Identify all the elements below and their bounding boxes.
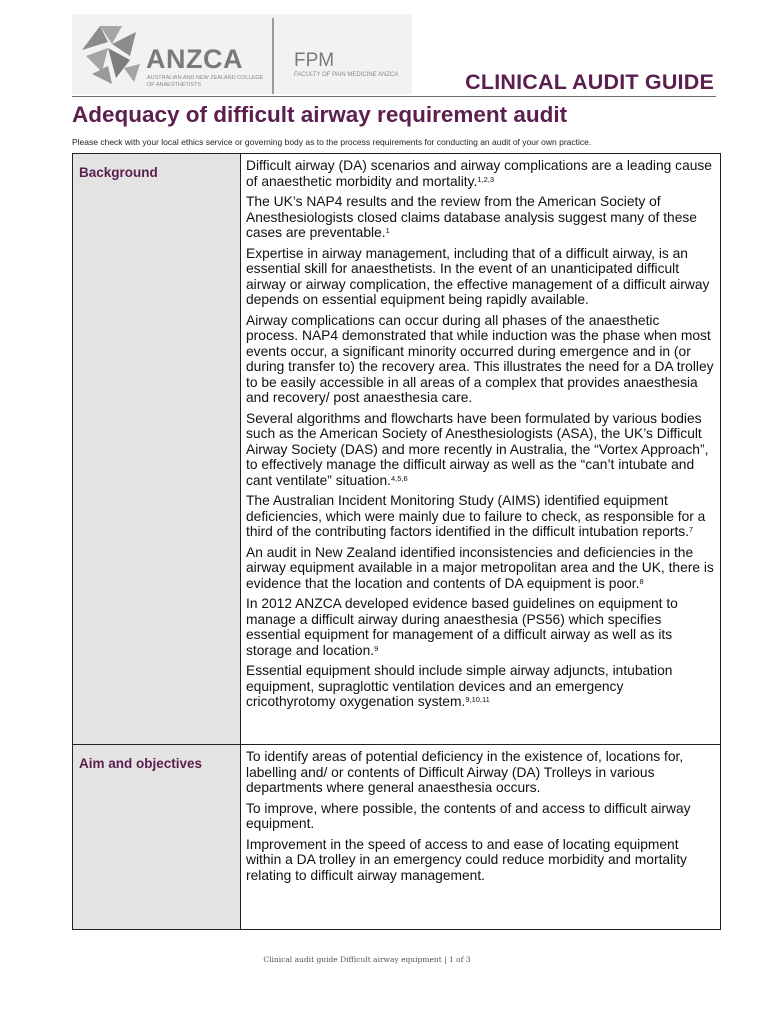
- document-type-title: CLINICAL AUDIT GUIDE: [465, 70, 714, 94]
- aims-label-cell: [73, 745, 241, 930]
- background-paragraph: Expertise in airway management, including that of a difficult airway, is an essential skill for anaesthetists. In the event of an unanticipated difficult airway or airway complication, the effective management of a difficult airway depends on essential equipment being rapidly available.: [246, 245, 710, 307]
- logo-banner: [72, 14, 412, 94]
- header-divider: [72, 96, 716, 97]
- background-paragraph: Airway complications can occur during all phases of the anaesthetic process. NAP4 demonstrated that while induction was the phase when most events occur, a significant minority occurred during emergence and in (or during transfer to) the recovery area. This illustrates the need for a DA trolley to be easily accessible in all areas of a complex that provides anaesthesia and recovery/ post anaesthesia care.: [246, 312, 714, 405]
- background-label: Background: [79, 165, 158, 180]
- logo-divider: [272, 18, 274, 94]
- background-content-cell: [241, 154, 721, 745]
- aims-content-cell: [241, 745, 721, 930]
- page-footer: Clinical audit guide Difficult airway equipment | 1 of 3: [263, 955, 471, 964]
- background-paragraph: An audit in New Zealand identified inconsistencies and deficiencies in the airway equipment available in a major metropolitan area and the UK, there is evidence that the location and contents of DA equipment is poor.$^8$: [246, 544, 714, 591]
- aims-paragraph: To improve, where possible, the contents of and access to difficult airway equipment.: [246, 800, 691, 831]
- background-paragraph: Essential equipment should include simple airway adjuncts, intubation equipment, supraglottic ventilation devices and an emergency cricothyrotomy oxygenation system.$^{9,10,11}$: [246, 663, 673, 709]
- fpm-logo-subtitle: FACULTY OF PAIN MEDICINE ANZCA: [294, 72, 399, 78]
- fpm-logo-text: FPM: [294, 50, 335, 71]
- background-row: [73, 154, 721, 745]
- ethics-notice: Please check with your local ethics service or governing body as to the process requirements for conducting an audit of your own practice.: [72, 137, 592, 147]
- page-title: Adequacy of difficult airway requirement audit: [72, 102, 568, 127]
- background-paragraph: Several algorithms and flowcharts have been formulated by various bodies such as the American Society of Anesthesiologists (ASA), the UK’s Difficult Airway Society (DAS) and more recently in Australia, the “Vortex Approach”, to effectively manage the difficult airway as well as the “can’t intubate and cant ventilate” situation.$^{4,5,6}$: [246, 410, 709, 488]
- background-paragraph: The UK’s NAP4 results and the review from the American Society of Anesthesiologists closed claims database analysis suggest many of these cases are preventable.$^1$: [246, 194, 697, 240]
- aims-row: [73, 745, 721, 930]
- page-header: [72, 14, 716, 96]
- anzca-logo-text: ANZCA: [146, 44, 243, 74]
- anzca-logo-icon: [78, 20, 144, 86]
- aims-paragraph: Improvement in the speed of access to and ease of locating equipment within a DA trolley in an emergency could reduce morbidity and mortality relating to difficult airway management.: [246, 836, 687, 883]
- aims-paragraph: To identify areas of potential deficiency in the existence of, locations for, labelling and/ or contents of Difficult Airway (DA) Trolleys in various departments where general anaesthesia occurs.: [246, 749, 684, 795]
- background-paragraph: In 2012 ANZCA developed evidence based guidelines on equipment to manage a difficult airway during anaesthesia (PS56) which specifies essential equipment for management of a difficult airway as well as its storage and location.$^9$: [246, 596, 678, 658]
- background-paragraph: Difficult airway (DA) scenarios and airway complications are a leading cause of anaesthetic morbidity and mortality.$^{1,2,3}$: [246, 158, 712, 189]
- anzca-logo-subtitle: AUSTRALIAN AND NEW ZEALAND COLLEGE OF ANAESTHETISTS: [147, 75, 264, 88]
- aims-label: Aim and objectives: [79, 756, 203, 771]
- background-paragraph: The Australian Incident Monitoring Study (AIMS) identified equipment deficiencies, which were mainly due to failure to check, as responsible for a third of the contributing factors identified in the difficult intubation reports.$^7$: [246, 493, 706, 539]
- audit-table: [72, 153, 721, 930]
- background-label-cell: [73, 154, 241, 745]
